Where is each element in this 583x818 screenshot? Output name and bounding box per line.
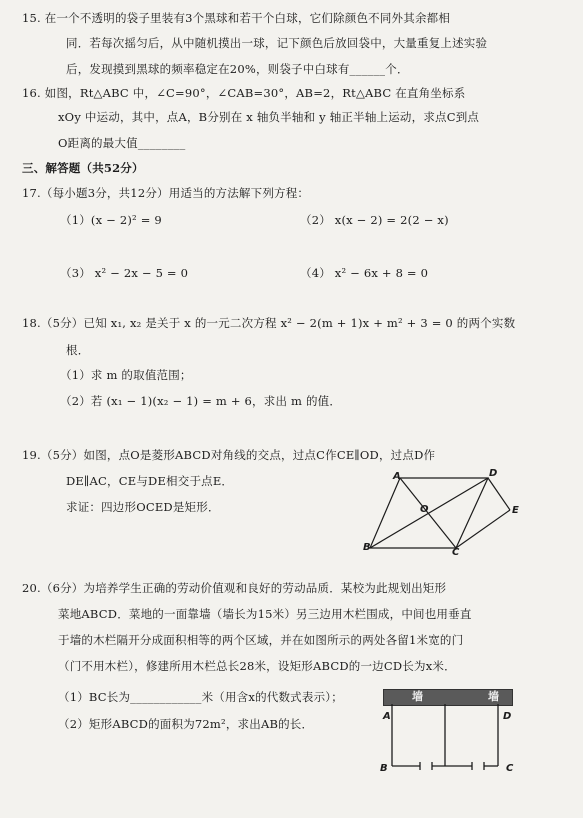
q15-line1: 15. 在一个不透明的袋子里装有3个黑球和若干个白球，它们除颜色不同外其余都相 (22, 11, 451, 25)
q18-line1: 18.（5分）已知 x₁, x₂ 是关于 x 的一元二次方程 x² − 2(m + 1)x + m² + 3 = 0 的两个实数 (22, 316, 516, 330)
q18-part2: （2）若 (x₁ − 1)(x₂ − 1) = m + 6，求出 m 的值． (60, 394, 342, 408)
q19-label-a: A (393, 471, 401, 482)
rhombus-figure (360, 470, 520, 560)
q16-line3: O距离的最大值________ (58, 136, 186, 150)
q19-line2: DE∥AC，CE与DE相交于点E． (66, 474, 234, 488)
q19-label-c: C (452, 547, 460, 558)
q20-line4: （门不用木栏），修建所用木栏总长28米，设矩形ABCD的一边CD长为x米． (58, 659, 456, 673)
q20-line3: 于墙的木栏隔开分成面积相等的两个区域，并在如图所示的两处各留1米宽的门 (58, 633, 464, 647)
q18-line2: 根． (66, 343, 90, 357)
q20-label-c: C (506, 763, 514, 774)
q20-part1: （1）BC长为____________米（用含x的代数式表示）； (58, 690, 343, 704)
garden-figure (380, 704, 510, 774)
q19-label-d: D (489, 468, 498, 479)
q19-line1: 19.（5分）如图，点O是菱形ABCD对角线的交点，过点C作CE∥OD，过点D作 (22, 448, 436, 462)
q17-part3: （3） x² − 2x − 5 = 0 (60, 266, 189, 280)
q17-part1: （1）(x − 2)² = 9 (60, 213, 162, 227)
q20-part2: （2）矩形ABCD的面积为72m²，求出AB的长． (58, 717, 314, 731)
q19-label-b: B (363, 542, 371, 553)
q20-label-a: A (383, 711, 391, 722)
q19-label-e: E (512, 505, 519, 516)
q20-label-d: D (503, 711, 512, 722)
wall-label-1: 墙 (412, 690, 423, 703)
q20-label-b: B (380, 763, 388, 774)
q20-line1: 20.（6分）为培养学生正确的劳动价值观和良好的劳动品质．某校为此规划出矩形 (22, 581, 447, 595)
q19-line3: 求证：四边形OCED是矩形． (66, 500, 220, 514)
q16-line2: xOy 中运动，其中，点A，B分别在 x 轴负半轴和 y 轴正半轴上运动，求点C到点 (58, 110, 480, 124)
q15-line2: 同．若每次摇匀后，从中随机摸出一球，记下颜色后放回袋中，大量重复上述实验 (66, 36, 488, 50)
q18-part1: （1）求 m 的取值范围； (60, 368, 192, 382)
section-heading: 三、解答题（共52分） (22, 161, 144, 175)
segment-de (488, 478, 510, 510)
q20-line2: 菜地ABCD．菜地的一面靠墙（墙长为15米）另三边用木栏围成，中间也用垂直 (58, 607, 472, 621)
q16-line1: 16. 如图，Rt△ABC 中，∠C=90°，∠CAB=30°，AB=2，Rt△ABC 在直角坐标系 (22, 86, 466, 100)
q17-part4: （4） x² − 6x + 8 = 0 (300, 266, 429, 280)
q19-label-o: O (420, 504, 429, 515)
q15-line3: 后，发现摸到黑球的频率稳定在20%，则袋子中白球有______个． (66, 62, 409, 76)
q17-part2: （2） x(x − 2) = 2(2 − x) (300, 213, 449, 227)
q17-stem: 17.（每小题3分，共12分）用适当的方法解下列方程： (22, 186, 310, 200)
wall-label-2: 墙 (488, 690, 499, 703)
